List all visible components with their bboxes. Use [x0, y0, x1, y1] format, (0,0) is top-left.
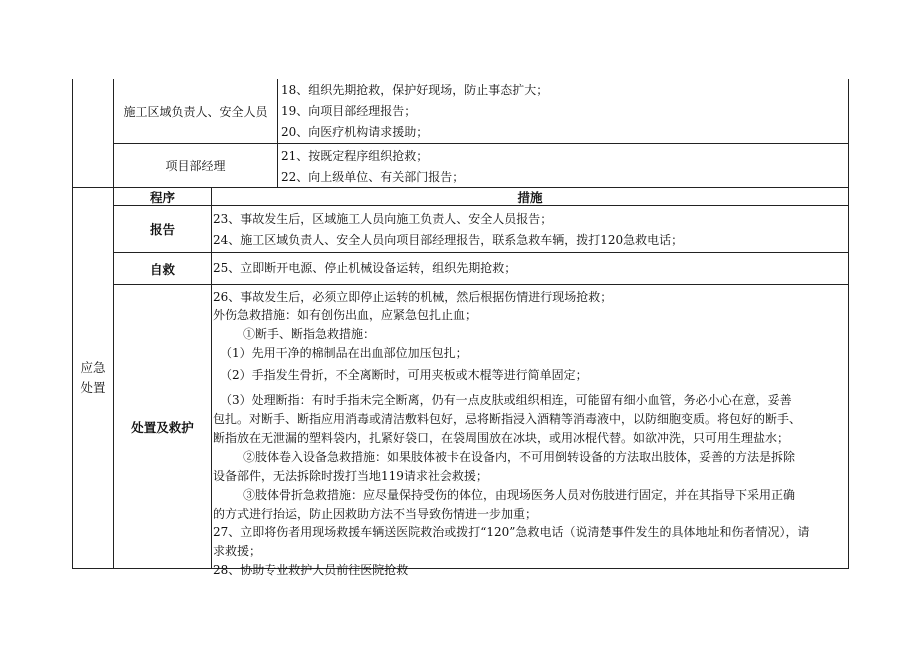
list-item: 24、施工区域负责人、安全人员向项目部经理报告，联系急救车辆，拨打120急救电话； — [213, 233, 684, 247]
table-divider — [113, 284, 849, 285]
header-measures: 措施 — [517, 189, 543, 205]
list-item: 断指放在无泄漏的塑料袋内，扎紧好袋口，在袋周围放在冰块，或用冰棍代替。如欲冲洗，只可用生理盐水； — [213, 431, 790, 445]
procedure-self-rescue: 自救 — [149, 261, 175, 277]
emergency-label-line2: 处置 — [80, 380, 106, 395]
emergency-label-cell — [73, 188, 113, 568]
table-divider — [113, 252, 849, 253]
list-item: 包扎。对断手、断指应用消毒或清洁敷料包好，忌将断指浸入酒精等消毒液中，以防细胞变质。将包好的断手、 — [213, 412, 802, 426]
list-item: 外伤急救措施：如有创伤出血，应紧急包扎止血； — [213, 308, 478, 322]
list-item: （2）手指发生骨折，不全离断时，可用夹板或木棍等进行简单固定； — [220, 368, 588, 382]
procedure-report: 报告 — [149, 222, 175, 237]
role-label: 项目部经理 — [165, 159, 226, 173]
list-item: 27、立即将伤者用现场救援车辆送医院救治或拨打“120”急救电话（说清楚事件发生的具体地址和伤者情况），请 — [213, 525, 810, 539]
role-label: 施工区域负责人、安全人员 — [123, 105, 268, 119]
list-item: 20、向医疗机构请求援助； — [281, 125, 429, 139]
table-divider — [277, 79, 278, 187]
list-item: 的方式进行抬运，防止因救助方法不当导致伤情进一步加重； — [213, 507, 538, 521]
emergency-label-line1: 应急 — [80, 360, 106, 375]
list-item: ②肢体卷入设备急救措施：如果肢体被卡在设备内，不可用倒转设备的方法取出肢体，妥善的方法是拆除 — [243, 450, 796, 464]
list-item: ①断手、断指急救措施： — [243, 327, 376, 341]
role-cell-area-leader — [114, 80, 277, 143]
list-item: （1）先用干净的棉制品在出血部位加压包扎； — [220, 346, 468, 360]
table-border — [72, 568, 849, 569]
list-item: 25、立即断开电源、停止机械设备运转，组织先期抢救； — [213, 261, 517, 275]
list-item: 19、向项目部经理报告； — [281, 104, 417, 118]
list-item: 21、按既定程序组织抢救； — [281, 149, 429, 163]
list-item: 22、向上级单位、有关部门报告； — [281, 170, 465, 184]
list-item: 23、事故发生后，区域施工人员向施工负责人、安全人员报告； — [213, 212, 553, 226]
procedure-disposal: 处置及救护 — [131, 419, 194, 435]
table-divider — [113, 205, 849, 206]
header-procedure: 程序 — [149, 189, 175, 205]
role-cell-project-manager — [114, 144, 277, 187]
list-item: （3）处理断指：有时手指未完全断离，仍有一点皮肤或组织相连，可能留有细小血管，务必小心在意，妥善 — [220, 393, 792, 407]
list-item: 求救援； — [213, 544, 262, 558]
list-item: 26、事故发生后，必须立即停止运转的机械，然后根据伤情进行现场抢救； — [213, 290, 613, 304]
list-item: 28、协助专业救护人员前往医院抢救 — [213, 563, 409, 577]
list-item: ③肢体骨折急救措施：应尽量保持受伤的体位，由现场医务人员对伤肢进行固定，并在其指导下采用正确 — [243, 488, 796, 502]
list-item: 设备部件，无法拆除时拨打当地119请求社会救援； — [213, 469, 488, 483]
list-item: 18、组织先期抢救，保护好现场，防止事态扩大； — [281, 83, 549, 97]
disposal-measures — [211, 287, 849, 577]
